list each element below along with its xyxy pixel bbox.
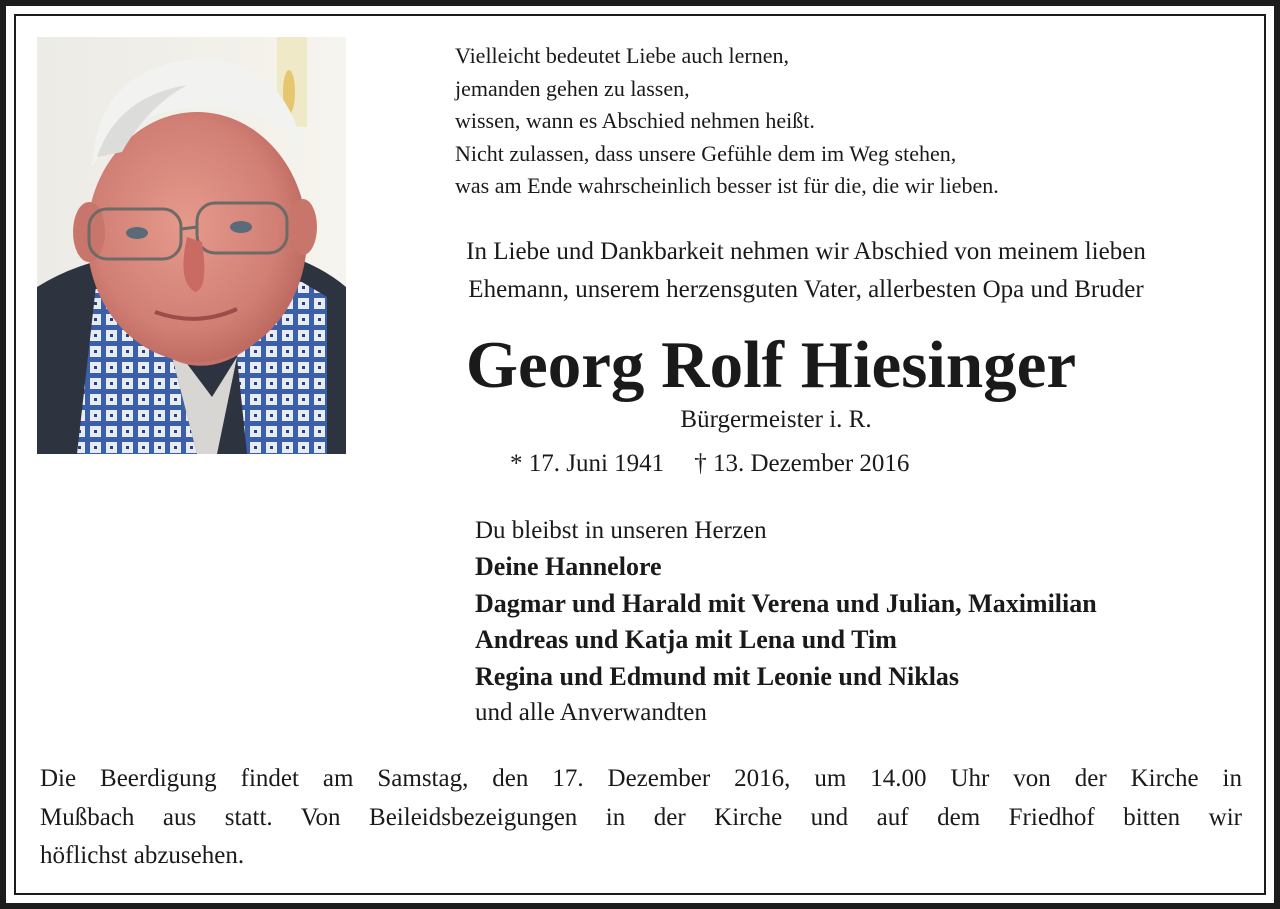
- mourners-opening: Du bleibst in unseren Herzen: [475, 517, 767, 544]
- poem-line: Vielleicht bedeutet Liebe auch lernen,: [455, 43, 790, 68]
- funeral-line: höflichst abzusehen.: [40, 842, 245, 869]
- mourner-line: Andreas und Katja mit Lena und Tim: [475, 625, 897, 655]
- funeral-line: Mußbach aus statt. Von Beileidsbezeigungen in der Kirche und auf dem Friedhof bitten wir: [40, 803, 1242, 831]
- birth-date: * 17. Juni 1941: [510, 450, 665, 477]
- farewell-intro: [356, 233, 1256, 309]
- death-date: † 13. Dezember 2016: [694, 450, 910, 477]
- poem-line: jemanden gehen zu lassen,: [455, 75, 690, 101]
- intro-line: In Liebe und Dankbarkeit nehmen wir Abschied von meinem lieben: [466, 238, 1146, 265]
- deceased-title: Bürgermeister i. R.: [680, 406, 872, 433]
- poem-line: Nicht zulassen, dass unsere Gefühle dem im Weg stehen,: [455, 140, 957, 166]
- mourner-line: Dagmar und Harald mit Verena und Julian, Maximilian: [475, 588, 1097, 618]
- mourner-line: Regina und Edmund mit Leonie und Niklas: [475, 661, 960, 691]
- mourner-line: Deine Hannelore: [475, 552, 662, 582]
- poem-line: wissen, wann es Abschied nehmen heißt.: [455, 108, 815, 133]
- intro-line: Ehemann, unserem herzensguten Vater, allerbesten Opa und Bruder: [468, 276, 1144, 303]
- mourners-closing: und alle Anverwandten: [475, 699, 707, 727]
- funeral-line: Die Beerdigung findet am Samstag, den 17. Dezember 2016, um 14.00 Uhr von der Kirche in: [40, 765, 1242, 792]
- portrait-photo: [37, 37, 346, 454]
- funeral-notice: [40, 760, 1242, 876]
- deceased-name: Georg Rolf Hiesinger: [465, 328, 1077, 402]
- mourners: [475, 513, 1097, 731]
- poem-line: was am Ende wahrscheinlich besser ist für die, die wir lieben.: [455, 173, 999, 198]
- poem: [455, 40, 1245, 203]
- life-dates: [510, 446, 909, 482]
